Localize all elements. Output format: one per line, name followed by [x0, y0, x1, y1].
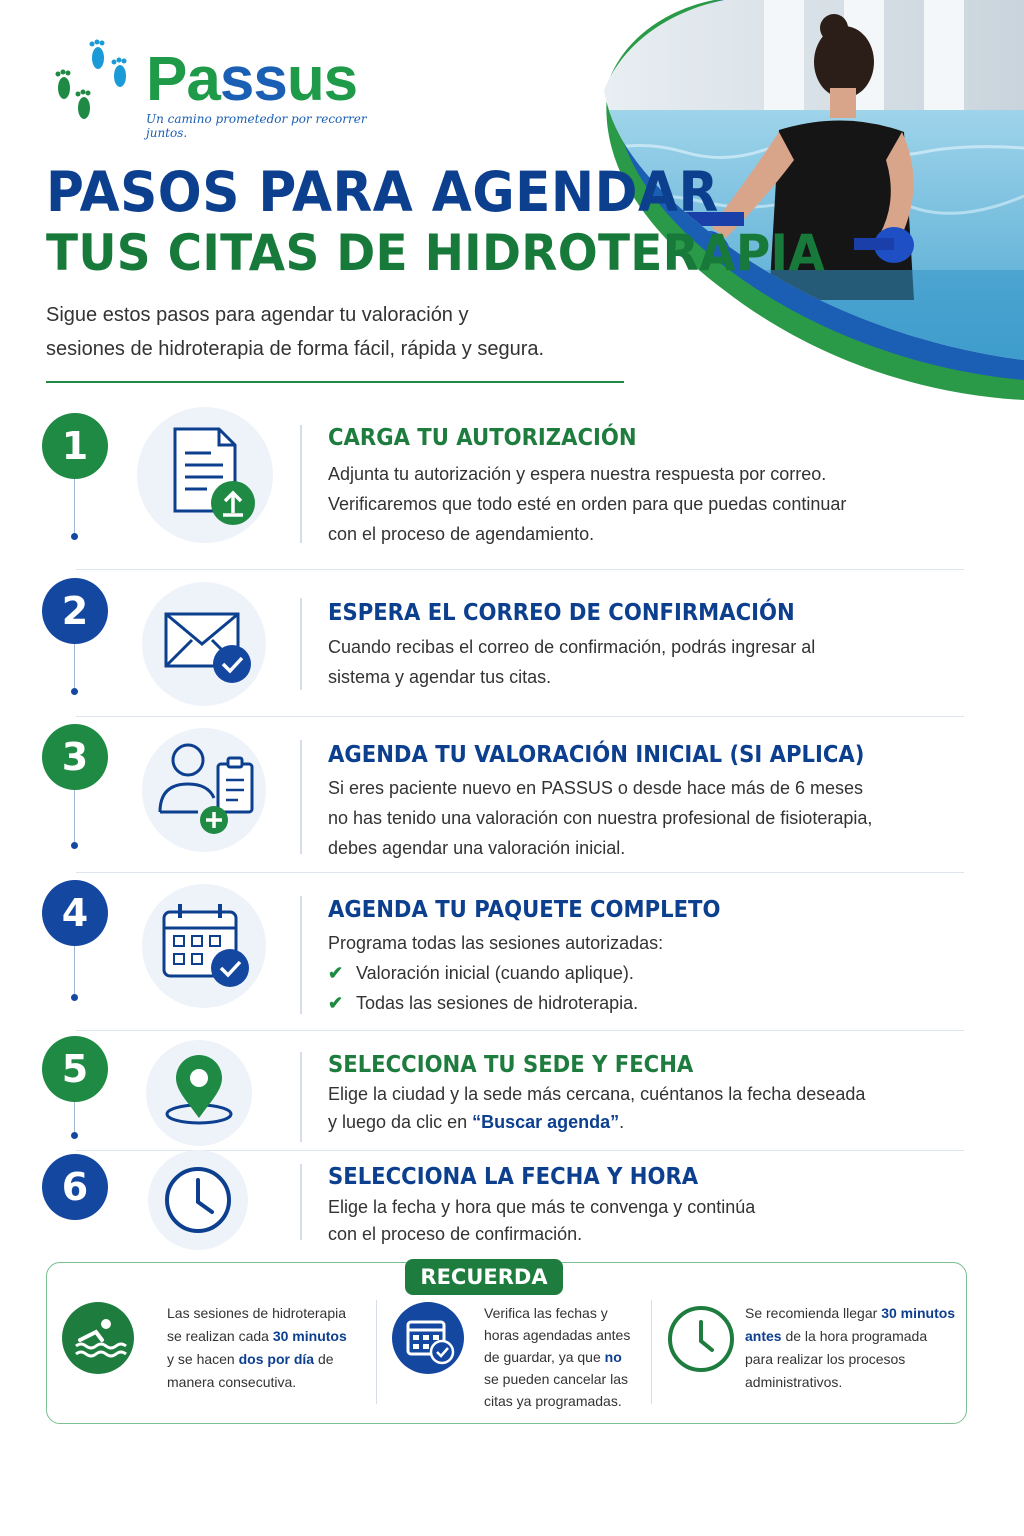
page-title-line1: PASOS PARA AGENDAR	[46, 160, 719, 224]
step-number: 5	[42, 1036, 108, 1102]
step-description: Si eres paciente nuevo en PASSUS o desde hace más de 6 meses no has tenido una valoración con nuestra profesional de fisioterapia, debes agendar una valoración inicial.	[328, 778, 873, 858]
step-description: Cuando recibas el correo de confirmación, podrás ingresar al sistema y agendar tus citas.	[328, 637, 816, 687]
reminder-label: RECUERDA	[405, 1259, 563, 1295]
check-item: ✔ Valoración inicial (cuando aplique).	[328, 958, 928, 988]
calendar-check-icon	[142, 884, 266, 1008]
step-description: Elige la fecha y hora que más te convenga y continúa con el proceso de confirmación.	[328, 1197, 756, 1244]
step-number: 6	[42, 1154, 108, 1220]
clock-icon	[666, 1304, 736, 1374]
user-clipboard-icon	[142, 728, 266, 852]
mail-check-icon	[142, 582, 266, 706]
page-title-line2: TUS CITAS DE HIDROTERAPIA	[46, 224, 825, 282]
page-subtitle: Sigue estos pasos para agendar tu valoración y sesiones de hidroterapia de forma fácil, rápida y segura.	[46, 304, 545, 360]
check-icon: ✔	[328, 993, 344, 1013]
check-item: ✔ Todas las sesiones de hidroterapia.	[328, 988, 928, 1018]
title-divider	[46, 381, 624, 383]
step-number: 3	[42, 724, 108, 790]
step-number: 2	[42, 578, 108, 644]
buscar-agenda-highlight: “Buscar agenda”	[472, 1112, 620, 1132]
step-number: 1	[42, 413, 108, 479]
clock-icon	[148, 1150, 248, 1250]
step-description: Elige la ciudad y la sede más cercana, cuéntanos la fecha deseada y luego da clic en “Buscar agenda”.	[328, 1084, 866, 1132]
step-description: Programa todas las sesiones autorizadas: ✔ Valoración inicial (cuando aplique). ✔ Todas las sesiones de hidroterapia.	[328, 928, 928, 1018]
passus-logo	[50, 36, 380, 140]
step-title: CARGA TU AUTORIZACIÓN	[328, 425, 637, 451]
calendar-check-icon	[390, 1300, 466, 1376]
reminder-sessions-text: Las sesiones de hidroterapia se realizan cada 30 minutos y se hacen dos por día de manera consecutiva.	[167, 1305, 347, 1390]
footprints-icon	[50, 36, 140, 126]
reminder-verify-text: Verifica las fechas y horas agendadas antes de guardar, ya que no se pueden cancelar las citas ya programadas.	[484, 1305, 631, 1409]
reminder-arrival-text: Se recomienda llegar 30 minutos antes de la hora programada para realizar los procesos administrativos.	[745, 1305, 956, 1390]
step-title: AGENDA TU VALORACIÓN INICIAL (SI APLICA)	[328, 742, 865, 768]
step-title: SELECCIONA TU SEDE Y FECHA	[328, 1052, 694, 1078]
brand-name: Passus	[146, 45, 358, 114]
step-description: Adjunta tu autorización y espera nuestra respuesta por correo. Verificaremos que todo esté en orden para que puedas continuar con el proceso de agendamiento.	[328, 464, 847, 544]
reminder-arrival	[666, 1300, 736, 1370]
step-number: 4	[42, 880, 108, 946]
step-title: ESPERA EL CORREO DE CONFIRMACIÓN	[328, 600, 795, 626]
brand-tagline: Un camino prometedor por recorrer juntos.	[146, 112, 367, 140]
step-title: SELECCIONA LA FECHA Y HORA	[328, 1164, 699, 1190]
document-upload-icon	[137, 407, 273, 543]
location-pin-icon	[146, 1040, 252, 1146]
reminder-verify	[390, 1300, 470, 1380]
step-title: AGENDA TU PAQUETE COMPLETO	[328, 897, 721, 923]
swimming-icon	[60, 1300, 136, 1376]
check-icon: ✔	[328, 963, 344, 983]
